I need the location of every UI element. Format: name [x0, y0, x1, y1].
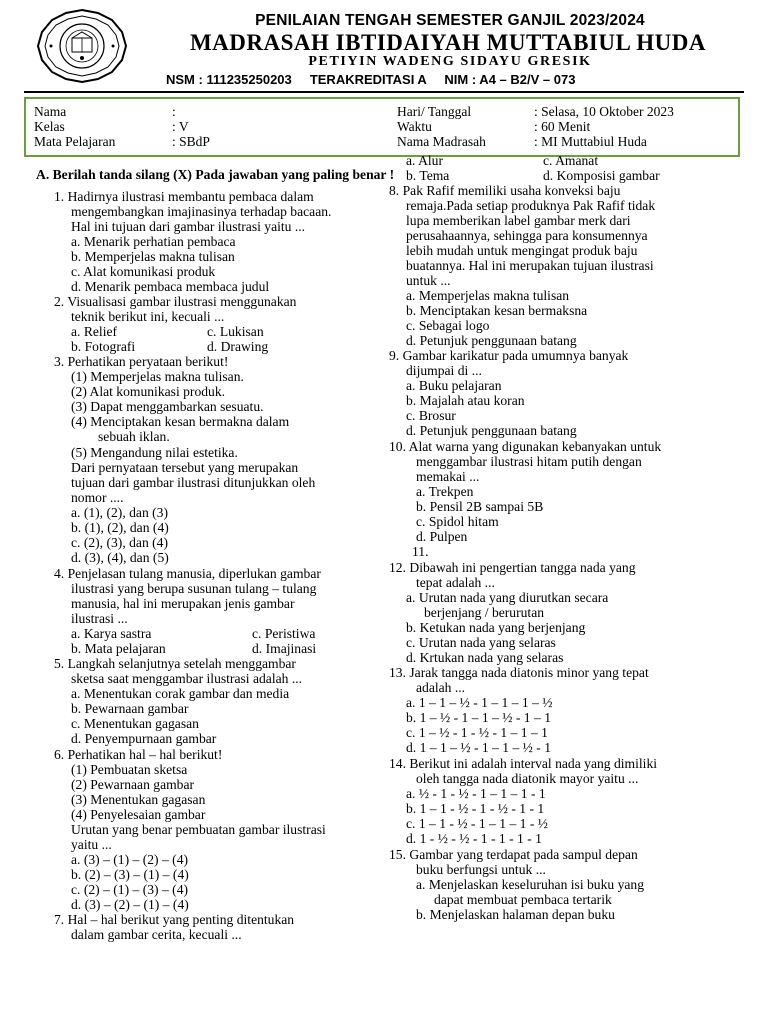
question-line: d. Petunjuk penggunaan batang [406, 423, 577, 438]
question-line: c. Spidol hitam [416, 514, 499, 529]
question-line: ilustrasi yang berupa susunan tulang – tulang [71, 581, 317, 596]
school-identifiers: NSM : 111235250203 TERAKREDITASI A NIM : A4 – B2/V – 073 [166, 72, 576, 87]
question-line: Urutan yang benar pembuatan gambar ilustrasi [71, 822, 326, 837]
school-address: PETIYIN WADENG SIDAYU GRESIK [308, 54, 592, 69]
question-line: b. Ketukan nada yang berjenjang [406, 620, 586, 635]
question-line: a. Karya sastra [71, 626, 152, 641]
question-line: a. 1 – 1 – ½ - 1 – 1 – 1 – ½ [406, 695, 553, 710]
question-line: d. 1 - ½ - ½ - 1 - 1 - 1 - 1 [406, 831, 542, 846]
question-line: b. Menciptakan kesan bermaksna [406, 303, 588, 318]
question-line: 14. Berikut ini adalah interval nada yang dimiliki [389, 756, 658, 771]
kelas-label: Kelas [34, 119, 65, 134]
question-line: b. Pewarnaan gambar [71, 701, 189, 716]
question-line: b. Tema [406, 168, 450, 183]
question-line: d. Komposisi gambar [543, 168, 660, 183]
question-line: perusahaannya, sehingga para konsumennya [406, 228, 648, 243]
question-line: teknik berikut ini, kecuali ... [71, 309, 225, 324]
question-line: d. Menarik pembaca membaca judul [71, 279, 270, 294]
question-line: adalah ... [416, 680, 466, 695]
question-line: (1) Memperjelas makna tulisan. [71, 369, 244, 384]
question-line: dalam gambar cerita, kecuali ... [71, 927, 242, 942]
question-line: a. Relief [71, 324, 118, 339]
question-line: (2) Alat komunikasi produk. [71, 384, 226, 399]
question-line: buatannya. Hal ini merupakan tujuan ilustrasi [406, 258, 654, 273]
question-line: 7. Hal – hal berikut yang penting ditentukan [54, 912, 295, 927]
question-line: c. Amanat [543, 153, 599, 168]
question-line: a. Urutan nada yang diurutkan secara [406, 590, 609, 605]
question-line: b. (2) – (3) – (1) – (4) [71, 867, 189, 882]
question-line: d. Krtukan nada yang selaras [406, 650, 564, 665]
question-line: berjenjang / berurutan [424, 605, 545, 620]
question-line: a. Trekpen [416, 484, 474, 499]
question-line: d. Drawing [207, 339, 269, 354]
question-line: c. Sebagai logo [406, 318, 490, 333]
question-line: remaja.Pada setiap produknya Pak Rafif tidak [406, 198, 656, 213]
nama-value: : [172, 104, 176, 119]
question-line: 15. Gambar yang terdapat pada sampul depan [389, 847, 638, 862]
question-line: yaitu ... [71, 837, 112, 852]
question-line: 10. Alat warna yang digunakan kebanyakan untuk [389, 439, 662, 454]
question-line: (4) Menciptakan kesan bermakna dalam [71, 414, 290, 429]
question-line: (1) Pembuatan sketsa [71, 762, 188, 777]
question-line: lupa memberikan label gambar merk dari [406, 213, 631, 228]
question-line: 2. Visualisasi gambar ilustrasi menggunakan [54, 294, 297, 309]
question-line: (2) Pewarnaan gambar [71, 777, 195, 792]
question-line: 13. Jarak tangga nada diatonis minor yang tepat [389, 665, 649, 680]
question-line: a. Menjelaskan keseluruhan isi buku yang [416, 877, 645, 892]
question-line: 5. Langkah selanjutnya setelah menggambar [54, 656, 296, 671]
question-line: lebih mudah untuk mengingat produk baju [406, 243, 638, 258]
question-line: (5) Mengandung nilai estetika. [71, 445, 238, 460]
mapel-value: : SBdP [172, 134, 210, 149]
kelas-value: : V [172, 119, 189, 134]
question-line: 1. Hadirnya ilustrasi membantu pembaca dalam [54, 189, 314, 204]
question-line: menggambar ilustrasi hitam putih dengan [416, 454, 642, 469]
question-line: a. ½ - 1 - ½ - 1 – 1 – 1 - 1 [406, 786, 546, 801]
question-line: c. Alat komunikasi produk [71, 264, 216, 279]
question-line: dijumpai di ... [406, 363, 482, 378]
question-line: a. Memperjelas makna tulisan [406, 288, 570, 303]
question-line: a. (3) – (1) – (2) – (4) [71, 852, 189, 867]
question-line: a. Menarik perhatian pembaca [71, 234, 236, 249]
question-line: mengembangkan imajinasinya terhadap bacaan. [71, 204, 332, 219]
question-line: dapat membuat pembaca tertarik [434, 892, 612, 907]
question-line: c. Menentukan gagasan [71, 716, 199, 731]
question-line: c. Lukisan [207, 324, 264, 339]
nama-label: Nama [34, 104, 67, 119]
question-line: c. 1 – ½ - 1 - ½ - 1 – 1 – 1 [406, 725, 548, 740]
question-line: nomor .... [71, 490, 124, 505]
question-line: b. Majalah atau koran [406, 393, 525, 408]
question-line: b. Menjelaskan halaman depan buku [416, 907, 615, 922]
question-line: b. Mata pelajaran [71, 641, 166, 656]
question-line: b. Pensil 2B sampai 5B [416, 499, 544, 514]
question-line: c. Brosur [406, 408, 456, 423]
question-line: a. Menentukan corak gambar dan media [71, 686, 290, 701]
question-line: b. 1 – ½ - 1 – 1 – ½ - 1 – 1 [406, 710, 551, 725]
question-line: d. Penyempurnaan gambar [71, 731, 217, 746]
question-line: b. Memperjelas makna tulisan [71, 249, 235, 264]
question-line: 9. Gambar karikatur pada umumnya banyak [389, 348, 629, 363]
question-line: d. 1 – 1 – ½ - 1 – 1 – ½ - 1 [406, 740, 551, 755]
question-line: oleh tangga nada diatonik mayor yaitu ... [416, 771, 639, 786]
question-line: memakai ... [416, 469, 480, 484]
question-line: b. Fotografi [71, 339, 136, 354]
question-line: tujuan dari gambar ilustrasi ditunjukkan oleh [71, 475, 316, 490]
question-line: a. Alur [406, 153, 443, 168]
waktu-label: Waktu [397, 119, 432, 134]
madrasah-value: : MI Muttabiul Huda [534, 134, 647, 149]
question-line: c. (2), (3), dan (4) [71, 535, 169, 550]
question-line: d. Petunjuk penggunaan batang [406, 333, 577, 348]
question-line: b. (1), (2), dan (4) [71, 520, 169, 535]
hari-value: : Selasa, 10 Oktober 2023 [534, 104, 674, 119]
question-line: c. Urutan nada yang selaras [406, 635, 556, 650]
mapel-label: Mata Pelajaran [34, 134, 116, 149]
question-line: 6. Perhatikan hal – hal berikut! [54, 747, 223, 762]
question-line: 3. Perhatikan peryataan berikut! [54, 354, 229, 369]
exam-title: PENILAIAN TENGAH SEMESTER GANJIL 2023/2024 [255, 12, 645, 29]
madrasah-label: Nama Madrasah [397, 134, 486, 149]
question-line: (3) Menentukan gagasan [71, 792, 206, 807]
question-line: d. (3), (4), dan (5) [71, 550, 169, 565]
question-line: 12. Dibawah ini pengertian tangga nada yang [389, 560, 636, 575]
question-line: 8. Pak Rafif memiliki usaha konveksi baju [389, 183, 621, 198]
question-line: d. Pulpen [416, 529, 468, 544]
question-line: 11. [412, 544, 429, 559]
question-line: sketsa saat menggambar ilustrasi adalah ... [71, 671, 303, 686]
question-line: c. 1 – 1 - ½ - 1 – 1 – 1 - ½ [406, 816, 548, 831]
question-line: d. Imajinasi [252, 641, 317, 656]
question-line: c. (2) – (1) – (3) – (4) [71, 882, 189, 897]
section-title: A. Berilah tanda silang (X) Pada jawaban yang paling benar ! [36, 167, 395, 182]
question-line: (3) Dapat menggambarkan sesuatu. [71, 399, 264, 414]
question-line: ilustrasi ... [71, 611, 128, 626]
question-line: sebuah iklan. [98, 429, 170, 444]
question-line: tepat adalah ... [416, 575, 495, 590]
question-line: 4. Penjelasan tulang manusia, diperlukan gambar [54, 566, 321, 581]
question-line: (4) Penyelesaian gambar [71, 807, 206, 822]
header-rule [24, 91, 744, 93]
question-line: untuk ... [406, 273, 451, 288]
question-line: c. Peristiwa [252, 626, 316, 641]
madrasah-logo [36, 8, 128, 84]
question-line: d. (3) – (2) – (1) – (4) [71, 897, 189, 912]
waktu-value: : 60 Menit [534, 119, 591, 134]
question-line: a. (1), (2), dan (3) [71, 505, 169, 520]
question-line: manusia, hal ini merupakan jenis gambar [71, 596, 295, 611]
question-line: Hal ini tujuan dari gambar ilustrasi yaitu ... [71, 219, 306, 234]
question-line: buku berfungsi untuk ... [416, 862, 546, 877]
question-line: Dari pernyataan tersebut yang merupakan [71, 460, 299, 475]
school-name: MADRASAH IBTIDAIYAH MUTTABIUL HUDA [189, 30, 707, 55]
hari-label: Hari/ Tanggal [397, 104, 472, 119]
question-line: a. Buku pelajaran [406, 378, 502, 393]
question-line: b. 1 – 1 - ½ - 1 - ½ - 1 - 1 [406, 801, 545, 816]
